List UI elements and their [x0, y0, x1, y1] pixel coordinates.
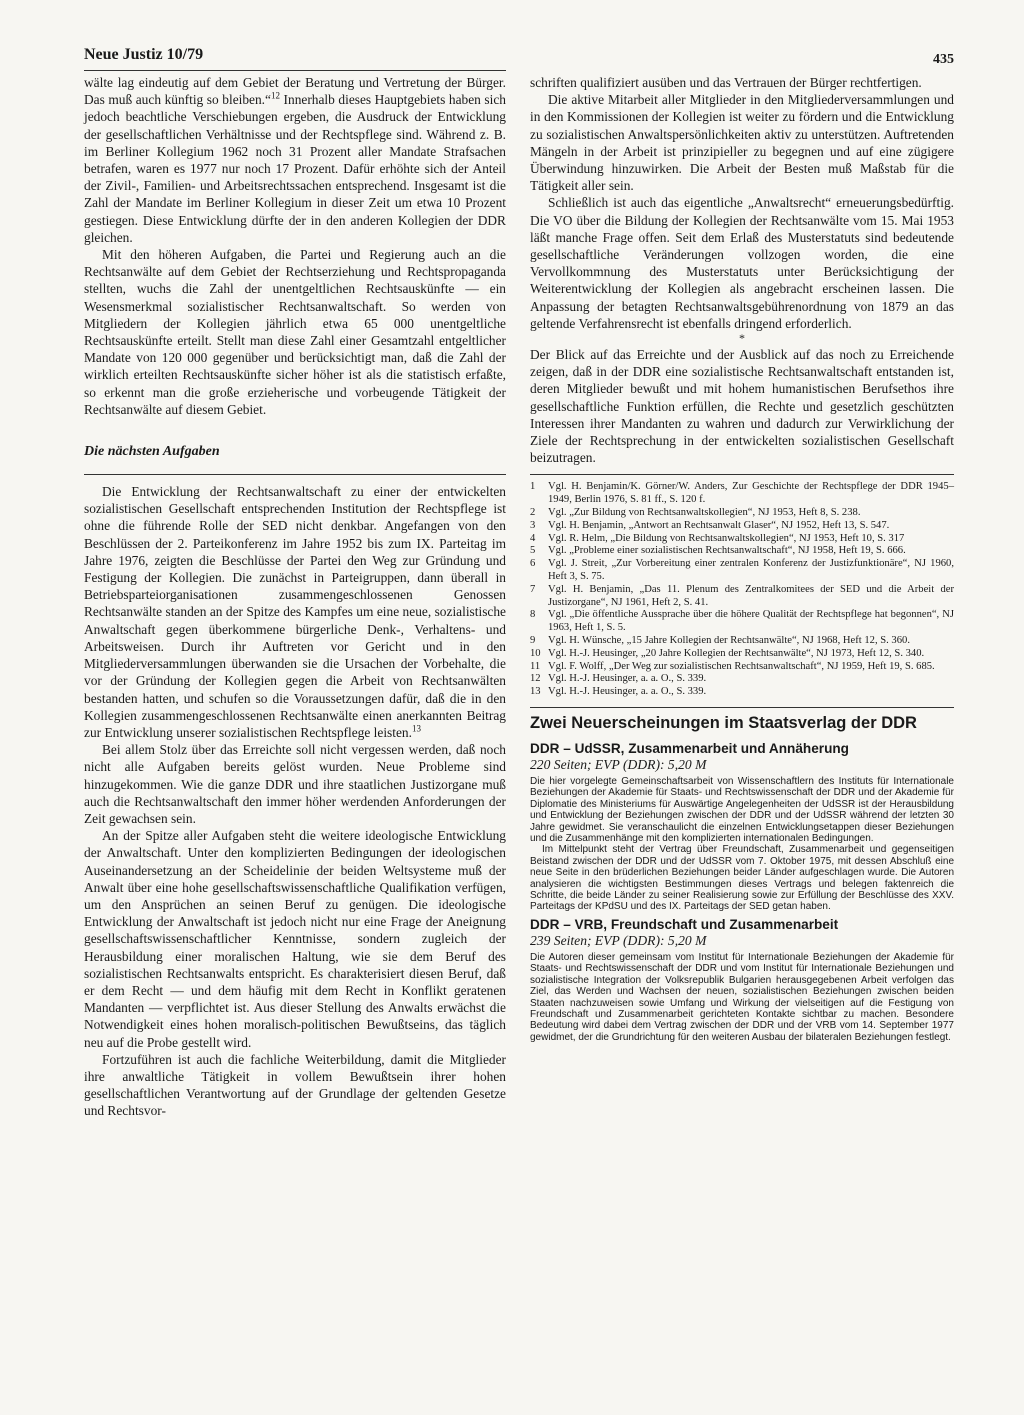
- footnote-text: Vgl. „Zur Bildung von Rechtsanwaltskollegien“, NJ 1953, Heft 8, S. 238.: [548, 507, 861, 519]
- footnote-number: 9: [530, 635, 536, 647]
- footnote-text: Vgl. „Probleme einer sozialistischen Rechtsanwaltschaft“, NJ 1958, Heft 19, S. 666.: [548, 545, 906, 557]
- footnote: [530, 661, 954, 674]
- page-header: [84, 46, 954, 70]
- paragraph: Schließlich ist auch das eigentliche „Anwaltsrecht“ erneuerungsbedürftig. Die VO über die Bildung der Kollegien der Rechtsanwälte vom 15. Mai 1953 läßt manche Frage offen. Seit dem Erlaß des Musterstatuts sind bedeutende gesellschaftliche Veränderungen vollzogen worden, die eine Vervollkommnung des Musterstatuts unter Berücksichtigung der Weiterentwicklung der Kollegien als angebracht erscheinen lassen. Die Anpassung der betagten Rechtsanwaltsgebührenordnung von 1879 an das geltende Verfahrensrecht ist ebenfalls dringend erforderlich.: [530, 195, 954, 331]
- right-column: [530, 74, 954, 1043]
- footnote-number: 10: [530, 647, 541, 659]
- footnote-number: 8: [530, 609, 536, 621]
- book-title: DDR – VRB, Freundschaft und Zusammenarbeit: [530, 916, 839, 932]
- section-separator: *: [739, 331, 745, 346]
- left-column: [84, 74, 506, 1120]
- footnote-text: Vgl. F. Wolff, „Der Weg zur sozialistischen Rechtsanwaltschaft“, NJ 1959, Heft 19, S. 685.: [548, 660, 935, 672]
- footnote-text: Vgl. H. Benjamin, „Antwort an Rechtsanwalt Glaser“, NJ 1952, Heft 13, S. 547.: [548, 519, 890, 531]
- footnote: [530, 545, 954, 558]
- footnote: [530, 635, 954, 648]
- footnote-text: Vgl. H. Wünsche, „15 Jahre Kollegien der Rechtsanwälte“, NJ 1968, Heft 12, S. 360.: [548, 635, 910, 647]
- footnote-text: Vgl. H. Benjamin, „Das 11. Plenum des Zentralkomitees der SED und die Arbeit der Justizorgane“, NJ 1961, Heft 2, S. 41.: [548, 583, 954, 608]
- paragraph: Mit den höheren Aufgaben, die Partei und Regierung auch an die Rechtsanwälte auf dem Gebiet der Rechtserziehung und Rechtspropaganda stellten, wuchs die Zahl der unentgeltlichen Rechtsauskünfte — ein Wesensmerkmal sozialistischer Rechtsanwaltschaft. So werden von Mitgliedern der Kollegien jährlich etwa 65 000 unentgeltliche Rechtsauskünfte erteilt. Stellt man diese Zahl einer Gesamtzahl entgeltlicher Mandate von 120 000 gegenüber und berücksichtigt man, daß die Zahl der wirklich erteilten Rechtsauskünfte sicher höher ist als die statistisch erfaßte, so erkennt man die große erzieherische und vorbeugende Tätigkeit der Rechtsanwälte auf diesem Gebiet.: [84, 247, 506, 417]
- footnote-text: Vgl. H.-J. Heusinger, a. a. O., S. 339.: [548, 686, 707, 698]
- header-rule: [84, 70, 506, 71]
- footnote-text: Vgl. H.-J. Heusinger, a. a. O., S. 339.: [548, 673, 707, 685]
- footnote-text: Vgl. H.-J. Heusinger, „20 Jahre Kollegien der Rechtsanwälte“, NJ 1973, Heft 12, S. 340.: [548, 647, 925, 659]
- footnote: [530, 558, 954, 584]
- book-description: Die hier vorgelegte Gemeinschaftsarbeit von Wissenschaftlern des Instituts für Internationale Beziehungen der Akademie für Staats- und Rechtswissenschaft der DDR und der Akademie für Diplomatie des Ministeriums für Auswärtige Angelegenheiten der UdSSR ist der Herausbildung und Entwicklung der Beziehungen zwischen der DDR und der UdSSR während der letzten 30 Jahre gewidmet. Sie veranschaulicht die einzelnen Entwicklungsetappen dieser Beziehungen und die Zusammenhänge mit den komplizierten internationalen Bedingungen.: [530, 776, 954, 845]
- paragraph: Fortzuführen ist auch die fachliche Weiterbildung, damit die Mitglieder ihre anwaltliche Tätigkeit in vollem Bewußtsein ihrer hohen gesellschaftlichen Verantwortung auf der Grundlage der geltenden Gesetze und Rechtsvor-: [84, 1051, 506, 1119]
- footnote-text: Vgl. J. Streit, „Zur Vorbereitung einer zentralen Konferenz der Justizfunktionäre“, NJ 1960, Heft 3, S. 75.: [548, 558, 954, 583]
- book-meta: 239 Seiten; EVP (DDR): 5,20 M: [530, 932, 707, 948]
- footnote: [530, 584, 954, 610]
- footnote: [530, 686, 954, 699]
- publication-rule: [530, 707, 954, 708]
- footnote-number: 7: [530, 583, 536, 595]
- footnote-number: 4: [530, 532, 536, 544]
- footnote-number: 3: [530, 519, 536, 531]
- paragraph: [84, 74, 506, 246]
- book-meta: 220 Seiten; EVP (DDR): 5,20 M: [530, 757, 707, 773]
- paragraph-text: wälte lag eindeutig auf dem Gebiet der Beratung und Vertretung der Bürger. Das muß auch künftig so bleiben.“: [84, 75, 506, 108]
- footnote-number: 2: [530, 507, 536, 519]
- footnote: [530, 648, 954, 661]
- paragraph: Bei allem Stolz über das Erreichte soll nicht vergessen werden, daß noch nicht alle Aufgaben bereits gelöst wurden. Neue Probleme sind hinzugekommen. Wie die ganze DDR und ihre staatlichen Justizorgane muß auch die Rechtsanwaltschaft den immer höher werdenden Anforderungen der Zeit gewachsen sein.: [84, 742, 506, 826]
- paragraph: schriften qualifiziert ausüben und das Vertrauen der Bürger rechtfertigen.: [530, 75, 922, 90]
- footnote: [530, 673, 954, 686]
- footnote-number: 12: [530, 673, 541, 685]
- footnote: [530, 481, 954, 507]
- section-heading: Die nächsten Aufgaben: [84, 444, 220, 460]
- book-description: Die Autoren dieser gemeinsam vom Institut für Internationale Beziehungen der Akademie für Staats- und Rechtswissenschaft der DDR und vom Institut für Internationale Beziehungen und sozialistische Integration der Volksrepublik Bulgarien herausgegebenen Arbeit verfolgen das Ziel, das Werden und Wachsen der neuen, sozialistischen Beziehungen zwischen beiden Staaten nachzuweisen sowie Umfang und Wirkung der vielseitigen auf die Festigung von Freundschaft und Zusammenarbeit gerichteten Kontakte sichtbar zu machen. Besondere Bedeutung wird dabei dem Vertrag zwischen der DDR und der VRB vom 14. September 1977 gewidmet, der die Grundrichtung für den weiteren Ausbau der bilateralen Beziehungen festlegt.: [530, 951, 954, 1043]
- paragraph-text: Die Entwicklung der Rechtsanwaltschaft zu einer der entwickelten sozialistischen Gesellschaft entsprechenden Institution der Rechtspflege ist ohne die führende Rolle der SED nicht denkbar. Angefangen von den Beschlüssen der 2. Parteikonferenz im Jahre 1952 bis zum IX. Parteitag im Jahre 1976, zeigten die Beschlüsse der Partei den Weg zur Gründung und Festigung der Kollegien. Die zunächst in Parteigruppen, dann überall in Betriebsparteiorganisationen zusammengeschlossenen Genossen Rechtsanwälte standen an der Spitze des Kampfes um eine neue, sozialistische Anwaltschaft gegen überkommene bürgerliche Denk-, Verhaltens- und Arbeitsweisen. Durch ihr Auftreten vor Gericht und in den Mitgliederversammlungen überwanden sie die Ursachen der Vorbehalte, die vor der Gründung der Kollegien gegen die Arbeit von Rechtsanwälten bestanden hatten, und schufen so die Voraussetzungen dafür, daß die in den Kollegien zusammengeschlossenen Rechtsanwälte einen anerkannten Beitrag zur Entwicklung unserer sozialistischen Rechtspflege leisten.: [84, 484, 506, 740]
- footnote-ref: 13: [411, 723, 421, 734]
- footnotes: [530, 481, 954, 699]
- paragraph-text: Innerhalb dieses Hauptgebiets haben sich jedoch beachtliche Verschiebungen ergeben, die Ausdruck der Entwicklung der gesellschaftlichen Verhältnisse und der Rechtspflege sind. Während z. B. im Berliner Kollegium 1962 noch 31 Prozent aller Mandate Strafsachen betrafen, waren es 1977 nur noch 17 Prozent. Dafür erhöhte sich der Anteil der Zivil-, Familien- und Arbeitsrechtssachen entsprechend. Insgesamt ist die Zahl der Mandate im Berliner Kollegium in dieser Zeit um etwa 10 Prozent gestiegen. Diese Entwicklung dürfte der in den anderen Kollegien der DDR gleichen.: [84, 92, 506, 245]
- paragraph: [84, 483, 506, 741]
- footnote-number: 11: [530, 660, 541, 672]
- footnote: [530, 533, 954, 546]
- footnote: [530, 520, 954, 533]
- footnote-number: 5: [530, 545, 536, 557]
- paragraph: Die aktive Mitarbeit aller Mitglieder in den Mitgliederversammlungen und in den Kommissionen der Kollegien ist weiter zu fördern und die Entwicklung zu sozialistischen Anwaltspersönlichkeiten aktiv zu unterstützen. Auftretenden Mängeln in der Arbeit ist prinzipieller zu begegnen und auf eine zügigere Überwindung hinzuwirken. Die Arbeit der Besten muß Maßstab für die Tätigkeit aller sein.: [530, 92, 954, 194]
- journal-title: Neue Justiz 10/79: [84, 46, 204, 63]
- paragraph: An der Spitze aller Aufgaben steht die weitere ideologische Entwicklung der Anwaltschaft. Unter den komplizierten Bedingungen der ideologischen Auseinandersetzung an der Scheidelinie der beiden Weltsysteme muß der Anwalt über eine hohe gesellschaftswissenschaftliche Qualifikation verfügen, um den Ansprüchen an seinen Beruf zu genügen. Die ideologische Entwicklung der Anwaltschaft ist jedoch nicht nur eine Frage der Aneignung gesellschaftswissenschaftlicher Kenntnisse, sondern zugleich der Herausbildung einer moralischen Haltung, wie sie dem Beruf des sozialistischen Rechtsanwalts entspricht. Es charakterisiert diesen Beruf, daß er dem Recht — und dem häufig mit dem Recht in Konflikt geratenen Mandanten — verpflichtet ist. Aus dieser Stellung des Anwalts erwächst die Notwendigkeit eines hohen moralisch-politischen Bewußtseins, das täglich neu auf die Probe gestellt wird.: [84, 828, 506, 1050]
- publication-heading: Zwei Neuerscheinungen im Staatsverlag der DDR: [530, 714, 917, 733]
- footnote-number: 6: [530, 558, 536, 570]
- footnote: [530, 609, 954, 635]
- footnote-text: Vgl. R. Helm, „Die Bildung von Rechtsanwaltskollegien“, NJ 1953, Heft 10, S. 317: [548, 532, 905, 544]
- footnote-number: 1: [530, 481, 536, 493]
- footnote-text: Vgl. „Die öffentliche Aussprache über die höhere Qualität der Rechtspflege hat begonnen“, NJ 1963, Heft 1, S. 5.: [548, 609, 954, 634]
- footnote-rule: [530, 474, 954, 475]
- footnote-ref: 12: [270, 90, 280, 101]
- paragraph: Der Blick auf das Erreichte und der Ausblick auf das noch zu Erreichende zeigen, daß in der DDR eine sozialistische Rechtsanwaltschaft entstanden ist, deren Mitglieder bewußt und mit hohem humanistischen Berufsethos ihre gesellschaftliche Funktion erfüllen, die Rechte und gesetzlich geschützten Interessen ihrer Mandanten zu wahren und dadurch zur Verwirklichung der Ziele der Rechtsprechung in der entwickelten sozialistischen Gesellschaft beizutragen.: [530, 347, 954, 466]
- book-description: Im Mittelpunkt steht der Vertrag über Freundschaft, Zusammenarbeit und gegenseitigen Beistand zwischen der DDR und der UdSSR vom 7. Oktober 1975, mit dessen Abschluß eine neue Seite in den brüderlichen Beziehungen beider Länder aufgeschlagen wurde. Die Autoren analysieren die wichtigsten Bestimmungen dieses Vertrags und belegen faktenreich die Schritte, die beide Länder zu seiner Realisierung sowie zur Erfüllung der Beschlüsse des XXV. Parteitags der KPdSU und des IX. Parteitags der SED getan haben.: [530, 844, 954, 913]
- page-number: 435: [933, 52, 954, 67]
- footnote-number: 13: [530, 686, 541, 698]
- footnote-text: Vgl. H. Benjamin/K. Görner/W. Anders, Zur Geschichte der Rechtspflege der DDR 1945–1949, Berlin 1976, S. 81 ff., S. 120 f.: [548, 481, 954, 506]
- footnote: [530, 507, 954, 520]
- book-title: DDR – UdSSR, Zusammenarbeit und Annäherung: [530, 741, 849, 757]
- section-rule: [84, 474, 506, 475]
